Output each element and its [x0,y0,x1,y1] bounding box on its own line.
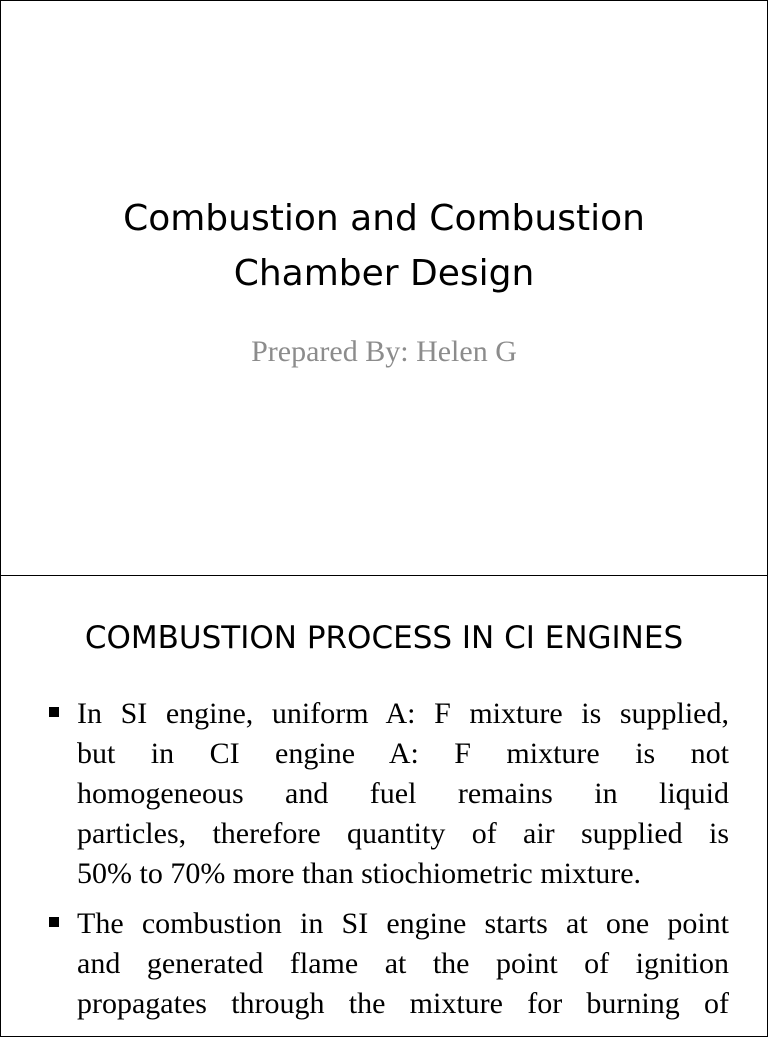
bullet-text-line: particles, therefore quantity of air supplied is [77,817,729,850]
bullet-text-line: homogeneous and fuel remains in liquid [77,777,729,810]
slide-heading: COMBUSTION PROCESS IN CI ENGINES [84,620,684,656]
bullet-list [49,694,729,1034]
slide-title-line-2: Chamber Design [233,253,535,294]
slide-title-line-1: Combustion and Combustion [123,198,645,239]
slide-subtitle: Prepared By: Helen G [251,335,517,368]
square-bullet-icon [49,917,59,927]
bullet-text-line: In SI engine, uniform A: F mixture is supplied, [77,697,729,730]
bullet-text-line: propagates through the mixture for burning of [77,987,729,1020]
bullet-item [49,694,729,894]
bullet-text-line: but in CI engine A: F mixture is not [77,737,729,770]
slide-title [1,191,767,301]
bullet-text-line: and generated flame at the point of ignition [77,947,729,980]
content-slide [0,575,768,1037]
bullet-text-line: 50% to 70% more than stiochiometric mixture. [77,857,642,890]
bullet-item [49,904,729,1024]
bullet-text-line: The combustion in SI engine starts at one point [77,907,729,940]
square-bullet-icon [49,707,59,717]
